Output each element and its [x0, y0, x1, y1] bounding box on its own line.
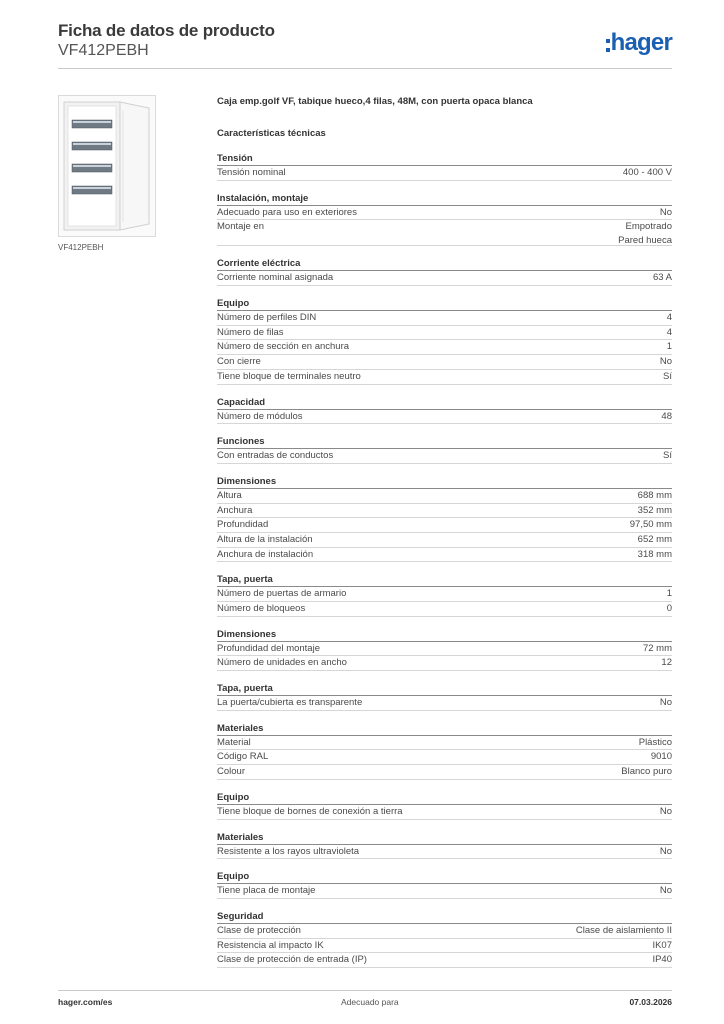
spec-row [217, 326, 672, 341]
section-title: Dimensiones [217, 628, 672, 642]
section-title: Equipo [217, 791, 672, 805]
product-description: Caja emp.golf VF, tabique hueco,4 filas, 48M, con puerta opaca blanca [217, 96, 533, 107]
spec-value: Empotrado Pared hueca [618, 221, 672, 247]
spec-row [217, 518, 672, 533]
spec-label: Número de perfiles DIN [217, 312, 317, 324]
spec-label: Número de sección en anchura [217, 341, 350, 353]
spec-row [217, 166, 672, 181]
spec-label: Tensión nominal [217, 167, 286, 178]
logo-dots-icon [606, 39, 610, 52]
section-title: Instalación, montaje [217, 192, 672, 206]
section-title: Equipo [217, 870, 672, 884]
spec-label: Altura [217, 489, 242, 501]
spec-value: 97,50 mm [629, 519, 672, 531]
footer-website[interactable]: hager.com/es [58, 997, 113, 1007]
spec-row [217, 924, 672, 939]
spec-value: 4 [666, 312, 672, 324]
spec-label: Corriente nominal asignada [217, 272, 334, 284]
spec-label: Adecuado para uso en exteriores [217, 206, 357, 218]
spec-row [217, 340, 672, 355]
spec-row [217, 805, 672, 820]
spec-value: 4 [666, 326, 672, 338]
spec-row [217, 750, 672, 765]
spec-label: Tiene bloque de bornes de conexión a tierra [217, 805, 403, 817]
spec-value: 688 mm [637, 489, 672, 501]
spec-row [217, 602, 672, 617]
spec-value: 318 mm [637, 548, 672, 560]
spec-label: Número de filas [217, 326, 284, 338]
spec-value: No [659, 885, 672, 897]
spec-row [217, 765, 672, 780]
footer-middle-text: Adecuado para [341, 997, 399, 1007]
enclosure-illustration [59, 96, 155, 236]
spec-row [217, 206, 672, 221]
spec-label: Clase de protección [217, 924, 301, 936]
spec-row [217, 410, 672, 425]
spec-label: Anchura de instalación [217, 548, 314, 560]
spec-row [217, 533, 672, 548]
section-title: Tapa, puerta [217, 573, 672, 587]
spec-label: Número de unidades en ancho [217, 657, 347, 669]
spec-row [217, 504, 672, 519]
spec-value: 652 mm [637, 533, 672, 545]
spec-value: Plástico [638, 736, 672, 748]
spec-label: Profundidad del montaje [217, 642, 320, 654]
spec-value: 12 [661, 657, 672, 669]
section-title: Corriente eléctrica [217, 257, 672, 271]
spec-label: Número de módulos [217, 410, 303, 422]
spec-row [217, 884, 672, 899]
section-title: Equipo [217, 297, 672, 311]
spec-value: 1 [666, 341, 672, 353]
footer-divider [58, 990, 672, 991]
spec-content [217, 94, 672, 968]
spec-value: IK07 [652, 939, 672, 951]
spec-label: Profundidad [217, 519, 269, 531]
footer-date: 07.03.2026 [629, 997, 672, 1007]
section-title: Funciones [217, 435, 672, 449]
spec-label: Colour [217, 766, 245, 778]
spec-value: 9010 [650, 751, 672, 763]
product-reference: VF412PEBH [58, 42, 149, 59]
logo-text: hager [610, 29, 672, 56]
spec-value: Blanco puro [621, 766, 672, 778]
spec-value: No [659, 805, 672, 817]
spec-label: Código RAL [217, 751, 269, 763]
spec-row [217, 449, 672, 464]
spec-value: 63 A [652, 272, 672, 284]
spec-value: 352 mm [637, 504, 672, 516]
spec-label: Anchura [217, 504, 253, 516]
spec-value: Clase de aislamiento II [575, 924, 672, 936]
spec-label: Material [217, 736, 251, 748]
spec-row [217, 953, 672, 968]
spec-value: No [659, 845, 672, 857]
spec-row [217, 736, 672, 751]
page-header [58, 20, 672, 60]
spec-label: Número de puertas de armario [217, 588, 347, 600]
spec-value: No [659, 356, 672, 368]
spec-label: Altura de la instalación [217, 533, 313, 545]
spec-value: No [659, 206, 672, 218]
spec-value: 48 [661, 410, 672, 422]
spec-row [217, 370, 672, 385]
spec-row [217, 696, 672, 711]
spec-label: Número de bloqueos [217, 603, 306, 614]
spec-value: IP40 [652, 954, 672, 966]
spec-value: 400 - 400 V [622, 167, 672, 178]
spec-sections [217, 152, 672, 968]
spec-value: 0 [666, 603, 672, 614]
spec-value: Sí [663, 450, 672, 462]
spec-value: 1 [666, 588, 672, 600]
spec-row [217, 656, 672, 671]
spec-label: Tiene placa de montaje [217, 885, 316, 897]
spec-label: Tiene bloque de terminales neutro [217, 370, 361, 382]
spec-label: Con cierre [217, 356, 261, 368]
spec-row [217, 845, 672, 860]
spec-row [217, 489, 672, 504]
spec-row [217, 939, 672, 954]
spec-value: 72 mm [642, 642, 672, 654]
page-title: Ficha de datos de producto [58, 21, 275, 40]
section-title: Capacidad [217, 396, 672, 410]
section-title: Tensión [217, 152, 672, 166]
section-title: Seguridad [217, 910, 672, 924]
section-title: Dimensiones [217, 475, 672, 489]
spec-row [217, 220, 672, 246]
spec-label: Montaje en [217, 221, 265, 233]
spec-value: Sí [663, 370, 672, 382]
spec-row [217, 355, 672, 370]
spec-label: Resistencia al impacto IK [217, 939, 324, 951]
section-title: Materiales [217, 831, 672, 845]
spec-label: Resistente a los rayos ultravioleta [217, 845, 360, 857]
header-divider [58, 68, 672, 69]
spec-label: Con entradas de conductos [217, 450, 334, 462]
spec-label: La puerta/cubierta es transparente [217, 697, 363, 709]
product-image [58, 95, 156, 237]
spec-row [217, 548, 672, 563]
image-caption: VF412PEBH [58, 243, 104, 252]
spec-value: No [659, 697, 672, 709]
characteristics-heading: Características técnicas [217, 128, 326, 139]
section-title: Materiales [217, 722, 672, 736]
spec-row [217, 642, 672, 657]
spec-row [217, 311, 672, 326]
spec-label: Clase de protección de entrada (IP) [217, 954, 367, 966]
spec-row [217, 587, 672, 602]
section-title: Tapa, puerta [217, 682, 672, 696]
spec-row [217, 271, 672, 286]
hager-logo [606, 28, 672, 58]
